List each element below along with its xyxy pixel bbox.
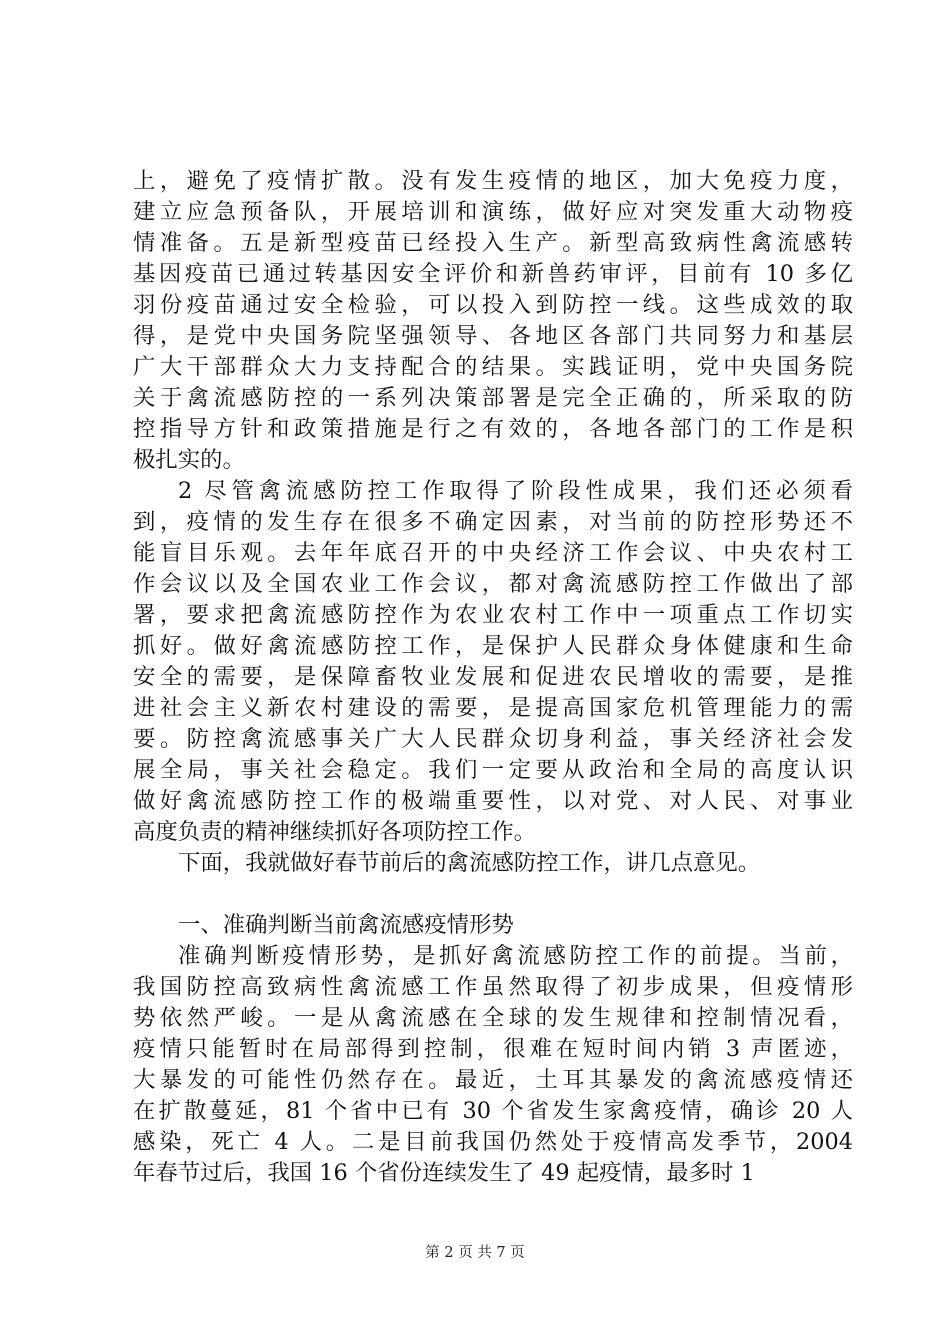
text-line: 上，避免了疫情扩散。没有发生疫情的地区，加大免疫力度， xyxy=(133,168,853,194)
text-line: 署，要求把禽流感防控作为农业农村工作中一项重点工作切实 xyxy=(133,602,853,628)
paragraph xyxy=(133,910,853,941)
text-line: 抓好。做好禽流感防控工作，是保护人民群众身体健康和生命 xyxy=(133,633,853,659)
text-line: 能盲目乐观。去年年底召开的中央经济工作会议、中央农村工 xyxy=(133,540,853,566)
text-line: 展全局，事关社会稳定。我们一定要从政治和全局的高度认识 xyxy=(133,757,853,783)
text-line: 疫情只能暂时在局部得到控制，很难在短时间内销 3 声匿迹， xyxy=(133,1036,853,1062)
text-line: 控指导方针和政策措施是行之有效的，各地各部门的工作是积 xyxy=(133,416,853,442)
text-line: 广大干部群众大力支持配合的结果。实践证明，党中央国务院 xyxy=(133,354,853,380)
text-line: 高度负责的精神继续抓好各项防控工作。 xyxy=(133,819,537,845)
text-line: 势依然严峻。一是从禽流感在全球的发生规律和控制情况看， xyxy=(133,1005,853,1031)
paragraph xyxy=(133,941,853,1189)
paragraph xyxy=(133,476,853,848)
text-line: 到，疫情的发生存在很多不确定因素，对当前的防控形势还不 xyxy=(133,509,853,535)
paragraph xyxy=(133,848,853,879)
text-line: 下面，我就做好春节前后的禽流感防控工作，讲几点意见。 xyxy=(178,850,761,876)
text-line: 安全的需要，是保障畜牧业发展和促进农民增收的需要，是推 xyxy=(133,664,853,690)
text-line: 极扎实的。 xyxy=(133,447,245,473)
text-line: 准确判断疫情形势，是抓好禽流感防控工作的前提。当前， xyxy=(178,943,853,969)
paragraph-gap xyxy=(133,879,853,910)
text-line: 作会议以及全国农业工作会议，都对禽流感防控工作做出了部 xyxy=(133,571,853,597)
paragraph xyxy=(133,166,853,476)
text-line: 在扩散蔓延，81 个省中已有 30 个省发生家禽疫情，确诊 20 人 xyxy=(133,1098,853,1124)
text-line: 羽份疫苗通过安全检验，可以投入到防控一线。这些成效的取 xyxy=(133,292,853,318)
text-line: 基因疫苗已通过转基因安全评价和新兽药审评，目前有 10 多亿 xyxy=(133,261,853,287)
text-line: 要。防控禽流感事关广大人民群众切身利益，事关经济社会发 xyxy=(133,726,853,752)
text-line: 情准备。五是新型疫苗已经投入生产。新型高致病性禽流感转 xyxy=(133,230,853,256)
text-line: 2 尽管禽流感防控工作取得了阶段性成果，我们还必须看 xyxy=(178,478,853,504)
text-line: 大暴发的可能性仍然存在。最近，土耳其暴发的禽流感疫情还 xyxy=(133,1067,853,1093)
text-line: 关于禽流感防控的一系列决策部署是完全正确的，所采取的防 xyxy=(133,385,853,411)
text-line: 一、准确判断当前禽流感疫情形势 xyxy=(178,912,514,938)
page-footer: 第 2 页 共 7 页 xyxy=(425,1245,525,1261)
text-line: 建立应急预备队，开展培训和演练，做好应对突发重大动物疫 xyxy=(133,199,853,225)
text-line: 做好禽流感防控工作的极端重要性，以对党、对人民、对事业 xyxy=(133,788,853,814)
text-line: 得，是党中央国务院坚强领导、各地区各部门共同努力和基层 xyxy=(133,323,853,349)
text-line: 我国防控高致病性禽流感工作虽然取得了初步成果，但疫情形 xyxy=(133,974,853,1000)
text-line: 感染，死亡 4 人。二是目前我国仍然处于疫情高发季节，2004 xyxy=(133,1129,853,1155)
text-line: 进社会主义新农村建设的需要，是提高国家危机管理能力的需 xyxy=(133,695,853,721)
text-line: 年春节过后，我国 16 个省份连续发生了 49 起疫情，最多时 1 xyxy=(133,1160,755,1186)
document-body xyxy=(133,166,853,1189)
